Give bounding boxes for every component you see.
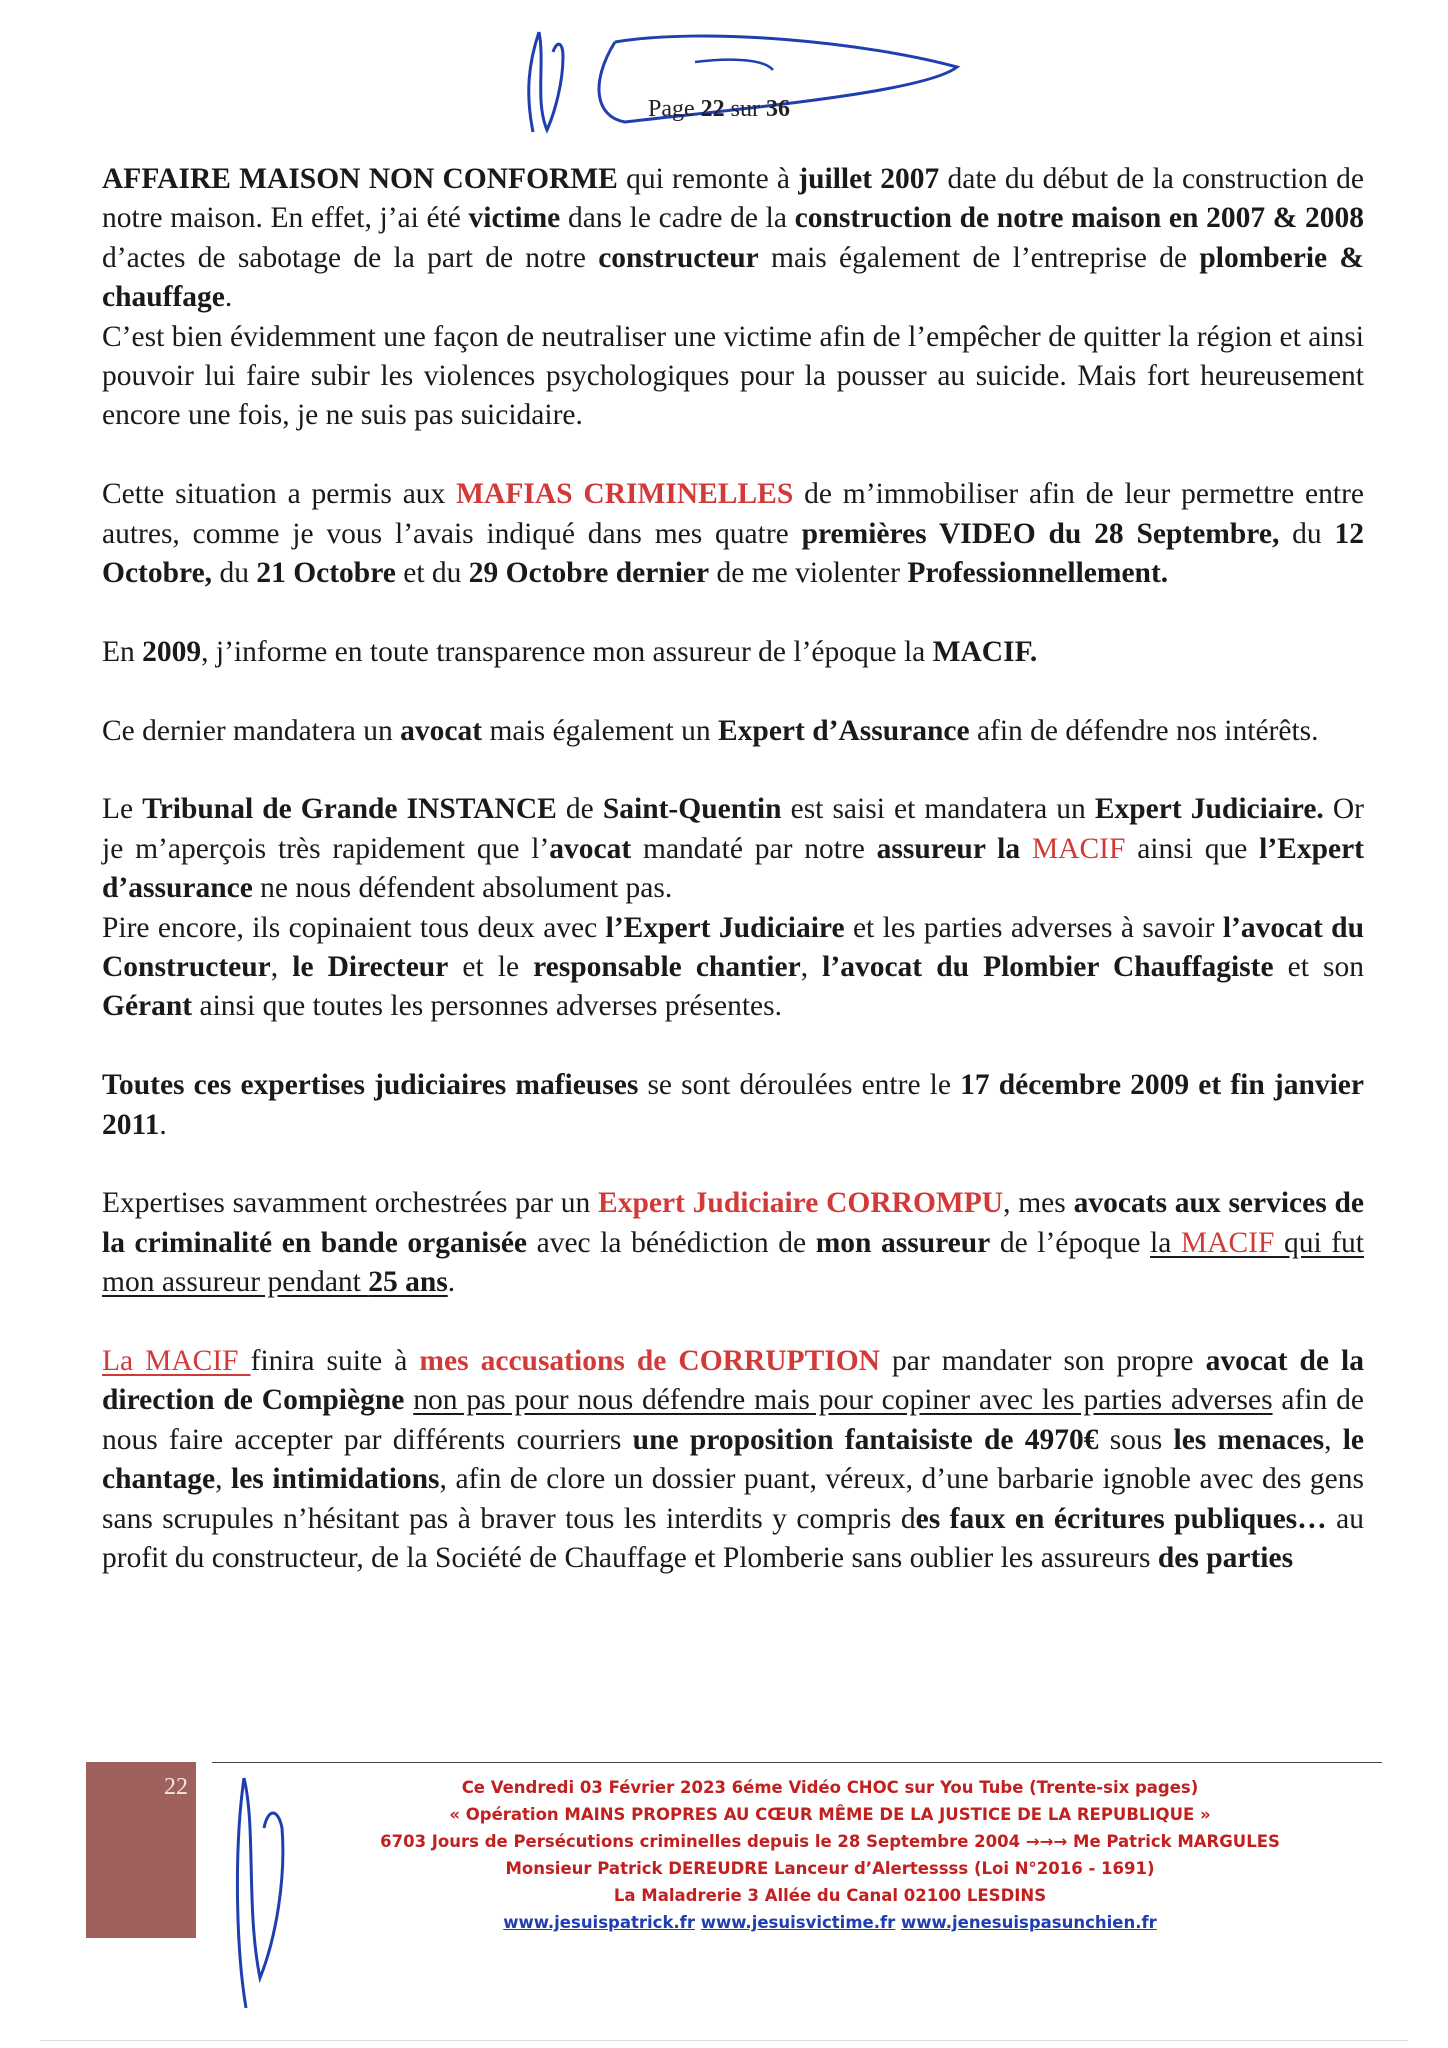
footer-links (300, 1909, 1360, 1936)
paragraph-6: Le Tribunal de Grande INSTANCE de Saint-Quentin est saisi et mandatera un Expert Judiciaire. Or je m’aperçois très rapidement que l’avocat mandaté par notre assureur la MACIF ainsi que l’Expert d’assurance ne nous défendent absolument pas. (102, 793, 1365, 905)
page-bottom-edge (40, 2040, 1408, 2041)
paragraph-4: En 2009, j’informe en toute transparence mon assureur de l’époque la MACIF. (102, 635, 1038, 668)
handwritten-signature-top (505, 22, 965, 142)
paragraph-9: Expertises savamment orchestrées par un Expert Judiciaire CORROMPU, mes avocats aux services de la criminalité en bande organisée avec la bénédiction de mon assureur de l’époque la MACIF qui fut mon assureur pendant 25 ans. (102, 1187, 1365, 1299)
link-jesuispatrick[interactable]: www.jesuispatrick.fr (503, 1913, 695, 1932)
footer-line-1: Ce Vendredi 03 Février 2023 6éme Vidéo CHOC sur You Tube (Trente-six pages) (461, 1778, 1199, 1797)
document-body (102, 160, 1364, 1579)
paragraph-3: Cette situation a permis aux MAFIAS CRIMINELLES de m’immobiliser afin de leur permettre entre autres, comme je vous l’avais indiqué dans mes quatre premières VIDEO du 28 Septembre, du 12 Octobre, du 21 Octobre et du 29 Octobre dernier de me violenter Professionnellement. (102, 478, 1365, 590)
footer-line-3: 6703 Jours de Persécutions criminelles depuis le 28 Septembre 2004 →→→ Me Patrick MARGULES (380, 1832, 1280, 1851)
page-number-header: Page 22 sur 36 (648, 96, 790, 122)
footer-page-number: 22 (164, 1774, 188, 1800)
paragraph-10: La MACIF finira suite à mes accusations de CORRUPTION par mandater son propre avocat de la direction de Compiègne non pas pour nous défendre mais pour copiner avec les parties adverses afin de nous faire accepter par différents courriers une proposition fantaisiste de 4970€ sous les menaces, le chantage, les intimidations, afin de clore un dossier puant, véreux, d’une barbarie ignoble avec des gens sans scrupules n’hésitant pas à braver tous les interdits y compris des faux en écritures publiques… au profit du constructeur, de la Société de Chauffage et Plomberie sans oublier les assureurs des parties (102, 1345, 1365, 1575)
paragraph-2: C’est bien évidemment une façon de neutraliser une victime afin de l’empêcher de quitter la région et ainsi pouvoir lui faire subir les violences psychologiques pour la pousser au suicide. Mais fort heureusement encore une fois, je ne suis pas suicidaire. (102, 320, 1364, 432)
paragraph-8: Toutes ces expertises judiciaires mafieuses se sont déroulées entre le 17 décembre 2009 et fin janvier 2011. (102, 1069, 1364, 1141)
link-jenesuispasunchien[interactable]: www.jenesuispasunchien.fr (901, 1913, 1157, 1932)
footer-rule (212, 1762, 1382, 1763)
link-jesuisvictime[interactable]: www.jesuisvictime.fr (700, 1913, 896, 1932)
paragraph-1: AFFAIRE MAISON NON CONFORME qui remonte à juillet 2007 date du début de la construction de notre maison. En effet, j’ai été victime dans le cadre de la construction de notre maison en 2007 & 2008 d’actes de sabotage de la part de notre constructeur mais également de l’entreprise de plomberie & chauffage. (102, 163, 1364, 314)
footer-line-5: La Maladrerie 3 Allée du Canal 02100 LESDINS (613, 1886, 1047, 1905)
footer-line-4: Monsieur Patrick DEREUDRE Lanceur d’Alertessss (Loi N°2016 - 1691) (505, 1859, 1155, 1878)
footer-line-2: « Opération MAINS PROPRES AU CŒUR MÊME DE LA JUSTICE DE LA REPUBLIQUE » (449, 1805, 1211, 1824)
footer-text (300, 1774, 1360, 1936)
paragraph-7: Pire encore, ils copinaient tous deux avec l’Expert Judiciaire et les parties adverses à savoir l’avocat du Constructeur, le Directeur et le responsable chantier, l’avocat du Plombier Chauffagiste et son Gérant ainsi que toutes les personnes adverses présentes. (102, 911, 1365, 1023)
paragraph-5: Ce dernier mandatera un avocat mais également un Expert d’Assurance afin de défendre nos intérêts. (102, 714, 1319, 747)
handwritten-signature-footer (216, 1768, 296, 2018)
